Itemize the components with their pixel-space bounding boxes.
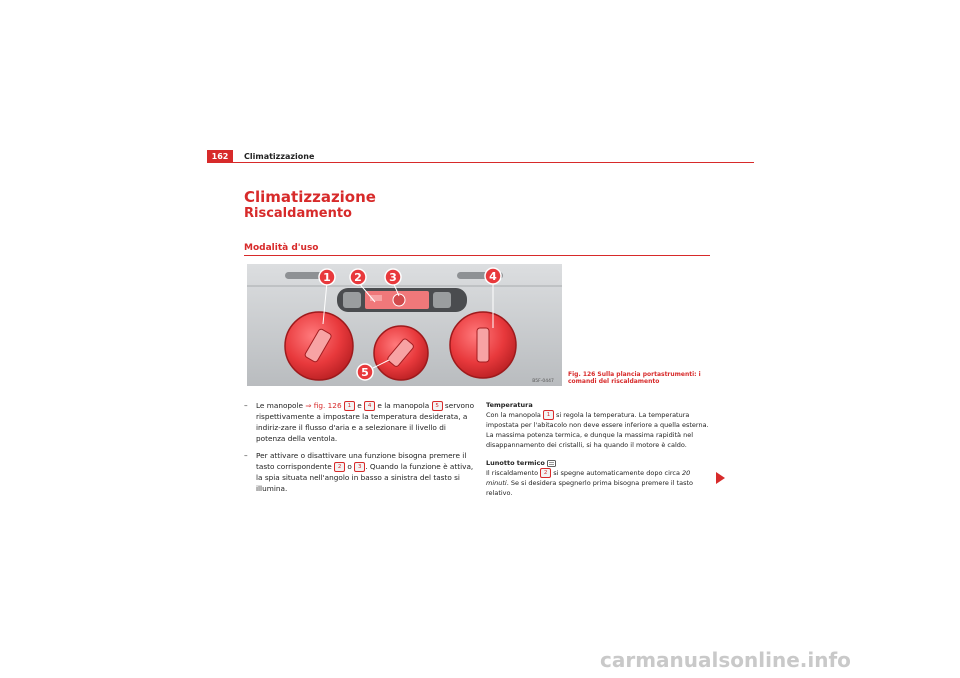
- text-run: e la manopola: [375, 401, 432, 410]
- bullet-text: [256, 450, 476, 494]
- text-run: si spegne automaticamente dopo circa: [551, 469, 683, 477]
- callout-4: 4: [489, 270, 497, 283]
- text-run: servono rispettivamente a impostare la temperatura desiderata, a indiriz-zare il flusso d'aria e a selezionare il livello di potenza della ventola.: [256, 401, 475, 443]
- ref-badge-3: 3: [354, 462, 365, 472]
- callout-2: 2: [354, 271, 362, 284]
- temperature-paragraph: [486, 410, 714, 450]
- duration-emphasis: 20 minuti: [486, 469, 691, 487]
- temperature-heading: Temperatura: [486, 401, 533, 409]
- bullet-text: [256, 400, 476, 444]
- bullet-dash: –: [244, 401, 248, 410]
- right-column: [486, 400, 714, 506]
- heater-controls-figure: [247, 264, 562, 386]
- text-run: . Se si desidera spegnerlo prima bisogna premere il tasto relativo.: [486, 479, 694, 497]
- subsection-rule: [244, 255, 710, 256]
- figure-code: B5F-0447: [532, 379, 554, 384]
- running-title: Climatizzazione: [244, 152, 315, 161]
- text-run: si regola la temperatura. La temperatura impostata per l'abitacolo non deve essere inferiore a quella esterna. La massima potenza termica, e dunque la massima rapidità nel disappannamento dei cristalli, si ha quando il motore è caldo.: [486, 411, 709, 449]
- instruction-bullet: [244, 450, 476, 494]
- text-run: . Quando la funzione è attiva, la spia situata nell'angolo in basso a sinistra del tasto si illumina.: [256, 462, 474, 493]
- ref-badge-5: 5: [432, 401, 443, 411]
- header-rule: [207, 162, 754, 163]
- ref-badge-2: 2: [334, 462, 345, 472]
- ref-badge-2: 2: [540, 468, 551, 478]
- watermark: carmanualsonline.info: [600, 648, 851, 672]
- ref-badge-1: 1: [543, 410, 554, 420]
- rear-defrost-paragraph: [486, 468, 714, 498]
- ref-badge-4: 4: [364, 401, 375, 411]
- left-column: [244, 400, 476, 500]
- text-run: Per attivare o disattivare una funzione bisogna premere il tasto corrispondente: [256, 451, 467, 471]
- section-title: Riscaldamento: [244, 206, 352, 221]
- rear-defrost-heading: [486, 458, 714, 468]
- rear-window-defrost-icon: [547, 460, 556, 467]
- ref-badge-1: 1: [344, 401, 355, 411]
- heater-controls-illustration: [247, 264, 562, 386]
- page-number: 162: [207, 150, 233, 163]
- text-run: Lunotto termico: [486, 459, 548, 467]
- subsection-title: Modalità d'uso: [244, 243, 319, 253]
- text-run: e: [354, 401, 365, 410]
- text-run: Con la manopola: [486, 411, 543, 419]
- callout-5: 5: [361, 366, 369, 379]
- text-run: Le manopole: [256, 401, 306, 410]
- figure-caption: Fig. 126 Sulla plancia portastrumenti: i comandi del riscaldamento: [568, 371, 701, 385]
- instruction-bullet: [244, 400, 476, 444]
- next-page-arrow-icon[interactable]: [716, 472, 725, 484]
- callout-3: 3: [389, 271, 397, 284]
- bullet-dash: –: [244, 451, 248, 460]
- figure-link[interactable]: ⇒ fig. 126: [305, 401, 342, 410]
- chapter-title: Climatizzazione: [244, 188, 376, 206]
- text-run: Il riscaldamento: [486, 469, 541, 477]
- callout-1: 1: [323, 271, 331, 284]
- text-run: o: [345, 462, 355, 471]
